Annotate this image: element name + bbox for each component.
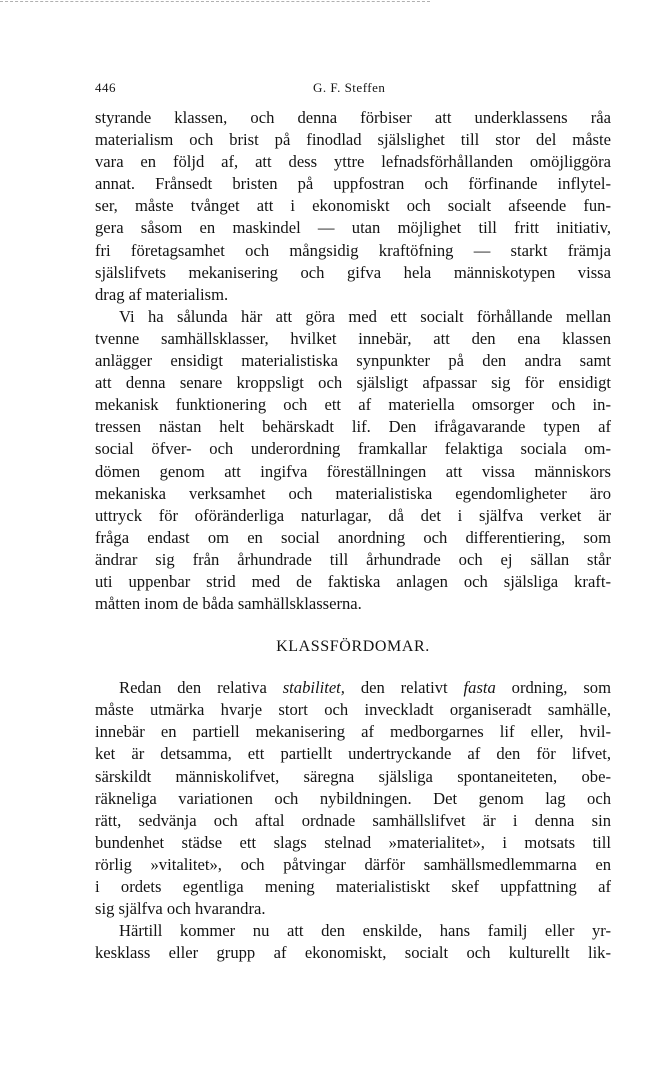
text-line: särskildt människolifvet, säregna själsliga spontaneiteten, obe-: [95, 766, 611, 786]
text-line: drag af materialism.: [95, 284, 229, 304]
text-line: tressen nästan helt behärskadt lif. Den ifrågavarande typen af: [95, 417, 611, 437]
text-line: social öfver- och underordning framkallar felaktiga sociala om-: [95, 439, 611, 459]
body-text: [95, 107, 611, 964]
text-line: ser, måste tvånget att i ekonomiskt och socialt afseende fun-: [95, 196, 611, 216]
text-line: materialism och brist på finodlad själslighet till stor del måste: [95, 130, 611, 150]
text-line: annat. Frånsedt bristen på uppfostran och förfinande inflytel-: [95, 174, 611, 194]
text-line: kesklass eller grupp af ekonomiskt, socialt och kulturellt lik-: [95, 943, 611, 963]
text-line: fri företagsamhet och mångsidig kraftöfning — starkt främja: [95, 240, 611, 260]
text-line: rörlig »vitalitet», och påtvingar därför samhällsmedlemmarna en: [95, 854, 611, 874]
text-line: fråga endast om en social anordning och differentiering, som: [95, 527, 611, 547]
text-line: uti uppenbar strid med de faktiska anlagen och själsliga kraft-: [95, 571, 611, 591]
text-run: den relativt: [344, 678, 464, 698]
text-line: dömen genom att ingifva föreställningen att vissa människors: [95, 461, 611, 481]
text-run: Redan den relativa: [119, 678, 283, 698]
text-line: i ordets egentliga mening materialistiskt skef uppfattning af: [95, 877, 611, 896]
paragraph-2: [95, 306, 611, 615]
text-line: ändrar sig från århundrade till århundrade och ej sällan står: [95, 549, 611, 569]
text-line: att denna senare kroppsligt och själsligt afpassar sig för ensidigt: [95, 373, 611, 393]
text-line: gera såsom en maskindel — utan möjlighet till fritt initiativ,: [95, 218, 611, 238]
text-line: mekanisk funktionering och ett af materiella omsorger och in-: [95, 395, 611, 415]
text-line: [95, 677, 611, 699]
text-line: rätt, sedvänja och aftal ordnade samhällslifvet är i denna sin: [95, 810, 611, 830]
paragraph-1: [95, 107, 611, 306]
page-number: 446: [95, 80, 116, 95]
running-head: G. F. Steffen: [313, 80, 386, 95]
text-line: anlägger ensidigt materialistiska synpunkter på den andra samt: [95, 351, 611, 371]
paragraph-4: [95, 920, 611, 964]
text-line: Härtill kommer nu att den enskilde, hans familj eller yr-: [119, 921, 611, 941]
text-line: innebär en partiell mekanisering af medborgarnes lif eller, hvil-: [95, 722, 611, 742]
text-run: ordning, som: [495, 678, 611, 698]
text-line: vara en följd af, att dess yttre lefnadsförhållanden omöjliggöra: [95, 152, 611, 172]
text-line: bundenhet städse ett slags stelnad »materialitet», i motsats till: [95, 832, 611, 852]
text-line: räkneliga variationen och nybildningen. Det genom lag och: [95, 788, 611, 808]
page-header: [95, 80, 611, 100]
text-line: mekaniska verksamhet och materialistiska egendomligheter äro: [95, 483, 611, 503]
emphasis-fasta: fasta: [463, 678, 496, 698]
text-line: själslifvets mekanisering och gifva hela människotypen vissa: [95, 262, 611, 282]
text-line: tvenne samhällsklasser, hvilket innebär, att den ena klassen: [95, 328, 611, 348]
text-line: uttryck för oföränderliga naturlagar, då det i själfva verket är: [95, 505, 611, 525]
text-line: Vi ha sålunda här att göra med ett socialt förhållande mellan: [119, 306, 611, 326]
text-line: styrande klassen, och denna förbiser att underklassens råa: [95, 108, 611, 127]
paragraph-3: [95, 677, 611, 920]
scan-edge-rule: [0, 1, 430, 2]
text-line: måtten inom de båda samhällsklasserna.: [95, 594, 362, 614]
emphasis-stabilitet: stabilitet,: [282, 678, 345, 698]
section-heading: KLASSFÖRDOMAR.: [276, 638, 430, 656]
text-line: sig själfva och hvarandra.: [95, 899, 266, 919]
text-line: måste utmärka hvarje stort och inveckladt organiseradt samhälle,: [95, 700, 611, 720]
text-line: ket är detsamma, ett partiellt undertryckande af den för lifvet,: [95, 744, 611, 764]
